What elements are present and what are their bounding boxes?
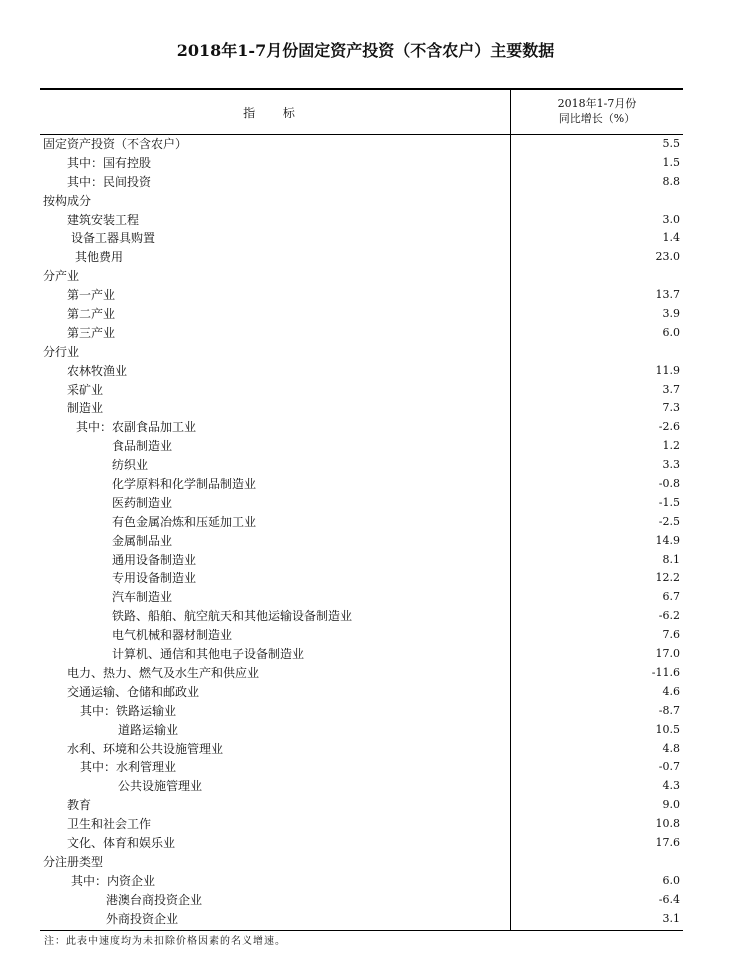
row-label: 通用设备制造业 bbox=[112, 552, 197, 567]
row-value: -2.6 bbox=[658, 420, 680, 434]
table-row bbox=[40, 494, 683, 513]
table-row bbox=[40, 211, 683, 230]
row-label: 港澳台商投资企业 bbox=[106, 892, 203, 907]
table-row bbox=[40, 758, 683, 777]
row-label: 设备工器具购置 bbox=[71, 231, 156, 246]
row-value: -6.2 bbox=[658, 609, 680, 623]
row-label: 按构成分 bbox=[43, 193, 92, 208]
row-value: 3.7 bbox=[662, 382, 680, 396]
row-value: -0.8 bbox=[658, 477, 680, 491]
row-label: 纺织业 bbox=[112, 458, 149, 473]
row-value: 4.8 bbox=[662, 741, 680, 755]
row-label: 文化、体育和娱乐业 bbox=[67, 835, 176, 850]
data-table bbox=[40, 88, 683, 931]
row-label: 卫生和社会工作 bbox=[67, 817, 152, 832]
row-label: 其中：水利管理业 bbox=[80, 760, 177, 775]
row-label: 固定资产投资（不含农户） bbox=[43, 137, 188, 151]
row-label: 分行业 bbox=[43, 344, 80, 359]
table-body bbox=[40, 135, 683, 928]
row-value: 10.5 bbox=[655, 722, 680, 736]
table-row bbox=[40, 286, 683, 305]
table-row bbox=[40, 834, 683, 853]
table-row bbox=[40, 229, 683, 248]
row-value: 6.0 bbox=[662, 325, 680, 339]
row-value: 14.9 bbox=[655, 533, 680, 547]
table-row bbox=[40, 154, 683, 173]
table-row bbox=[40, 702, 683, 721]
table-row bbox=[40, 588, 683, 607]
table-row bbox=[40, 626, 683, 645]
row-label: 教育 bbox=[67, 798, 92, 813]
row-value: 23.0 bbox=[655, 250, 680, 264]
row-label: 公共设施管理业 bbox=[118, 779, 203, 794]
row-value: 1.4 bbox=[662, 231, 680, 245]
header-indicator: 指 标 bbox=[243, 105, 307, 120]
row-label: 分产业 bbox=[43, 269, 80, 284]
table-row bbox=[40, 872, 683, 891]
table-row bbox=[40, 664, 683, 683]
table-row bbox=[40, 740, 683, 759]
row-label: 铁路、船舶、航空航天和其他运输设备制造业 bbox=[112, 609, 353, 624]
row-value: 17.6 bbox=[655, 835, 680, 849]
table-row bbox=[40, 343, 683, 362]
table-row bbox=[40, 135, 683, 154]
row-label: 第三产业 bbox=[67, 325, 116, 340]
row-label: 制造业 bbox=[67, 401, 104, 416]
header-value bbox=[511, 96, 683, 134]
row-label: 有色金属冶炼和压延加工业 bbox=[112, 514, 257, 529]
row-value: -11.6 bbox=[651, 665, 680, 679]
row-label: 其他费用 bbox=[75, 250, 124, 265]
row-value: 13.7 bbox=[655, 288, 680, 302]
row-label: 采矿业 bbox=[67, 382, 104, 397]
table-row bbox=[40, 891, 683, 910]
row-label: 农林牧渔业 bbox=[67, 363, 128, 378]
header-value-line2: 同比增长（%） bbox=[558, 112, 636, 125]
row-label: 第一产业 bbox=[67, 288, 116, 303]
row-label: 外商投资企业 bbox=[106, 911, 179, 926]
table-row bbox=[40, 362, 683, 381]
footnote: 注：此表中速度均为未扣除价格因素的名义增速。 bbox=[44, 936, 286, 947]
row-value: 6.7 bbox=[662, 590, 680, 604]
table-row bbox=[40, 437, 683, 456]
row-label: 医药制造业 bbox=[112, 495, 173, 510]
row-label: 其中：国有控股 bbox=[67, 155, 152, 170]
row-label: 汽车制造业 bbox=[112, 590, 173, 605]
row-value: 3.1 bbox=[662, 911, 680, 925]
row-label: 化学原料和化学制品制造业 bbox=[112, 477, 257, 492]
row-label: 计算机、通信和其他电子设备制造业 bbox=[112, 647, 305, 662]
row-label: 水利、环境和公共设施管理业 bbox=[67, 741, 224, 756]
row-value: 3.0 bbox=[662, 212, 680, 226]
row-value: 5.5 bbox=[662, 137, 680, 150]
row-value: 9.0 bbox=[662, 798, 680, 812]
row-value: 1.5 bbox=[662, 155, 680, 169]
table-row bbox=[40, 248, 683, 267]
page-title: 2018年1-7月份固定资产投资（不含农户）主要数据 bbox=[176, 41, 555, 60]
table-row bbox=[40, 192, 683, 211]
table-row bbox=[40, 777, 683, 796]
table-row bbox=[40, 815, 683, 834]
row-value: 3.9 bbox=[662, 307, 680, 321]
row-value: 17.0 bbox=[655, 647, 680, 661]
row-value: 4.6 bbox=[662, 684, 680, 698]
row-value: -2.5 bbox=[658, 514, 680, 528]
table-row bbox=[40, 645, 683, 664]
row-label: 建筑安装工程 bbox=[67, 212, 140, 227]
row-label: 专用设备制造业 bbox=[112, 571, 197, 586]
table-row bbox=[40, 853, 683, 872]
row-label: 交通运输、仓储和邮政业 bbox=[67, 684, 200, 699]
row-label: 道路运输业 bbox=[118, 722, 179, 737]
row-label: 其中：内资企业 bbox=[71, 873, 156, 888]
row-value: -8.7 bbox=[658, 703, 680, 717]
row-label: 其中：农副食品加工业 bbox=[76, 420, 197, 435]
row-label: 食品制造业 bbox=[112, 439, 173, 454]
table-row bbox=[40, 456, 683, 475]
row-value: 7.3 bbox=[662, 401, 680, 415]
row-value: -0.7 bbox=[658, 760, 680, 774]
table-row bbox=[40, 910, 683, 929]
table-row bbox=[40, 399, 683, 418]
table-row bbox=[40, 324, 683, 343]
row-value: 8.1 bbox=[662, 552, 680, 566]
table-row bbox=[40, 267, 683, 286]
header-value-line1: 2018年1-7月份 bbox=[557, 97, 637, 110]
row-value: 12.2 bbox=[655, 571, 680, 585]
table-row bbox=[40, 532, 683, 551]
table-row bbox=[40, 721, 683, 740]
row-value: 11.9 bbox=[655, 363, 680, 377]
table-row bbox=[40, 381, 683, 400]
table-row bbox=[40, 551, 683, 570]
row-label: 金属制品业 bbox=[112, 533, 173, 548]
row-label: 分注册类型 bbox=[43, 854, 104, 869]
row-label: 其中：民间投资 bbox=[67, 174, 152, 189]
row-label: 电气机械和器材制造业 bbox=[112, 628, 233, 643]
table-row bbox=[40, 418, 683, 437]
row-value: -6.4 bbox=[658, 892, 680, 906]
row-value: 8.8 bbox=[662, 174, 680, 188]
table-row bbox=[40, 513, 683, 532]
table-row bbox=[40, 607, 683, 626]
table-row bbox=[40, 173, 683, 192]
row-value: -1.5 bbox=[658, 495, 680, 509]
row-value: 4.3 bbox=[662, 779, 680, 793]
row-label: 电力、热力、燃气及水生产和供应业 bbox=[67, 665, 260, 680]
row-value: 7.6 bbox=[662, 628, 680, 642]
table-row bbox=[40, 305, 683, 324]
row-value: 3.3 bbox=[662, 458, 680, 472]
table-row bbox=[40, 569, 683, 588]
row-label: 第二产业 bbox=[67, 307, 116, 322]
row-value: 10.8 bbox=[655, 817, 680, 831]
row-value: 6.0 bbox=[662, 873, 680, 887]
table-row bbox=[40, 683, 683, 702]
row-value: 1.2 bbox=[662, 439, 680, 453]
table-header bbox=[40, 90, 683, 135]
table-row bbox=[40, 475, 683, 494]
row-label: 其中：铁路运输业 bbox=[80, 703, 177, 718]
table-row bbox=[40, 796, 683, 815]
